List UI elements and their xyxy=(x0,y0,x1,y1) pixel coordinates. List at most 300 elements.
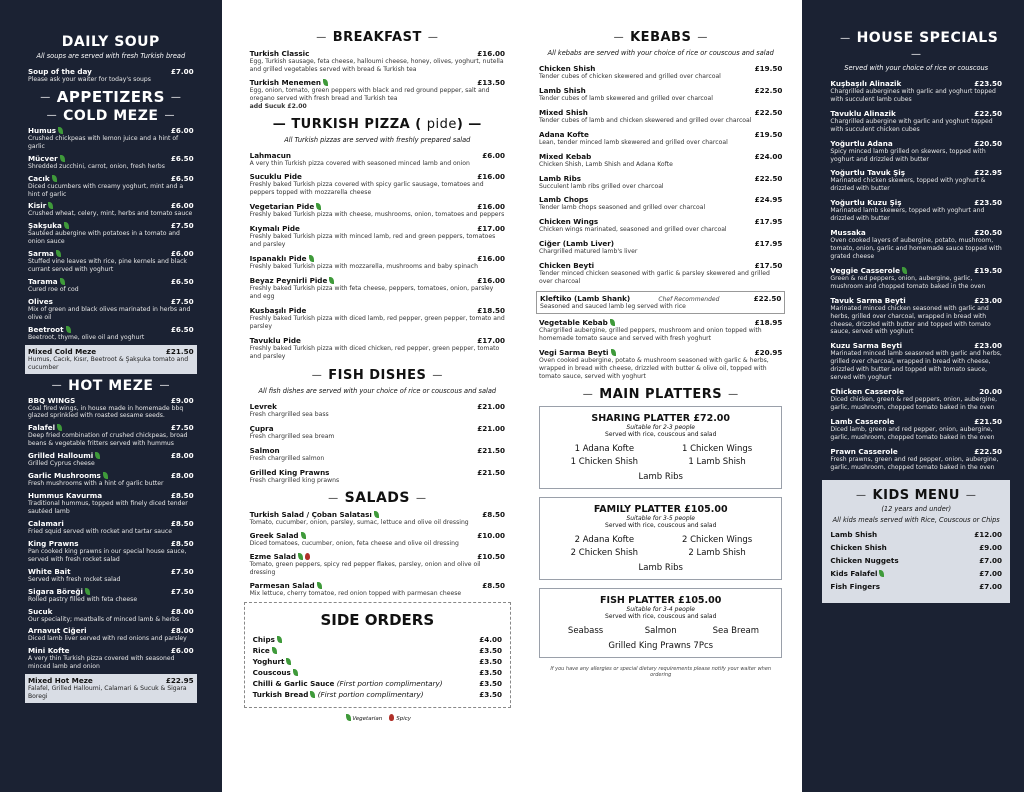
menu-item-price: £3.50 xyxy=(479,678,502,688)
menu-item-name: Turkish Menemen xyxy=(250,78,328,87)
menu-item-price: £6.00 xyxy=(170,249,194,259)
menu-item-row xyxy=(830,109,1002,118)
menu-item-row xyxy=(539,108,782,117)
menu-item-row xyxy=(28,607,194,616)
vegetarian-leaf-icon xyxy=(58,127,63,134)
menu-item-name: Parmesan Salad xyxy=(250,581,322,590)
platter-item: 2 Chicken Shish xyxy=(570,547,639,558)
menu-item-name: Tavuk Sarma Beyti xyxy=(830,295,906,305)
menu-item-desc: Freshly baked Turkish pizza covered with spicy garlic sausage, tomatoes and peppers topped with mozzarella cheese xyxy=(249,181,484,197)
kids-title: — KIDS MENU — xyxy=(830,488,1002,503)
menu-item-name: Yoğurtlu Kuzu Şiş xyxy=(830,198,902,208)
menu-item-desc: Tomato, cucumber, onion, parsley, sumac, lettuce and olive oil dressing xyxy=(249,519,469,527)
menu-item xyxy=(250,276,505,301)
menu-item-row xyxy=(539,64,782,73)
menu-item-desc: Chargrilled aubergines with garlic and yoghurt topped with succulent lamb cubes xyxy=(830,87,996,103)
menu-item-price: £22.95 xyxy=(974,168,1002,178)
menu-item-price: £3.50 xyxy=(479,645,502,655)
menu-item-desc: Mix lettuce, cherry tomatoe, red onion topped with parmesan cheese xyxy=(249,589,462,597)
menu-item xyxy=(28,201,194,218)
pizza-title: — TURKISH PIZZA ( pide) — xyxy=(272,116,482,132)
menu-item-row xyxy=(250,224,505,233)
menu-item xyxy=(539,239,782,256)
vegetarian-leaf-icon xyxy=(317,582,322,589)
menu-item-desc: Freshly baked Turkish pizza with diced chicken, red pepper, green pepper, tomato and parsley xyxy=(249,344,500,360)
menu-item-name: Veggie Casserole xyxy=(830,266,907,275)
kebabs-note: All kebabs are served with your choice of rice or couscous and salad xyxy=(547,49,774,57)
menu-item-price: £21.50 xyxy=(477,468,505,478)
menu-item-name: Kisir xyxy=(28,201,53,210)
menu-item-row xyxy=(28,249,194,258)
vegetarian-leaf-icon xyxy=(95,452,100,459)
platters-title: — MAIN PLATTERS — xyxy=(539,387,782,402)
menu-item-name: Sucuklu Pide xyxy=(249,172,302,182)
menu-item-desc: Grilled Cyprus cheese xyxy=(28,460,95,468)
menu-item-row xyxy=(830,387,1002,396)
menu-item-row xyxy=(539,318,782,327)
menu-item-name: Grilled King Prawns xyxy=(249,468,330,478)
menu-item-row xyxy=(28,277,194,286)
salads-list xyxy=(250,510,505,598)
menu-item-price: £8.50 xyxy=(170,538,194,548)
column-breakfast-pizza xyxy=(222,0,517,792)
platter-suitable: Suitable for 3-4 people xyxy=(626,605,695,613)
menu-item xyxy=(830,543,1002,552)
menu-item-row xyxy=(830,139,1002,148)
vegetarian-leaf-icon xyxy=(85,588,90,595)
menu-item xyxy=(28,451,194,468)
menu-item-desc: Marinated minced lamb seasoned with garlic and herbs, grilled over charcoal, wrapped in bread with cheese, drizzled with butter and topped with tomato sauce, served with yoghurt xyxy=(830,350,1002,382)
menu-item-price: £8.50 xyxy=(482,580,505,590)
menu-item xyxy=(830,556,1002,565)
mixed-cold-meze-name: Mixed Cold Meze xyxy=(28,346,97,356)
menu-item xyxy=(28,646,194,671)
menu-item-price: £18.95 xyxy=(754,317,783,327)
menu-item-desc: Freshly baked Turkish pizza with minced lamb, red and green peppers, tomatoes and parsley xyxy=(249,233,496,249)
menu-item xyxy=(830,228,1002,261)
vegetarian-leaf-icon xyxy=(323,79,328,86)
vegetarian-leaf-icon xyxy=(293,669,298,676)
menu-item xyxy=(28,325,194,342)
menu-item-name: Vegetable Kebab xyxy=(539,318,615,327)
menu-item-desc: Traditional hummus, topped with finely diced tender sautéed lamb xyxy=(28,500,188,516)
platter-item: 2 Adana Kofte xyxy=(574,534,635,545)
menu-item xyxy=(250,151,505,168)
menu-item xyxy=(250,531,505,548)
platter-item: Seabass xyxy=(567,625,604,636)
menu-item-price: £19.50 xyxy=(754,129,783,139)
menu-item-desc: Tender cubes of lamb and chicken skewered and grilled over charcoal xyxy=(539,116,752,124)
platter-item: 1 Chicken Shish xyxy=(570,456,639,467)
menu-item-name: Rice xyxy=(253,646,277,655)
menu-item-desc: Freshly baked Turkish pizza with feta cheese, peppers, tomatoes, onion, parsley and egg xyxy=(249,284,494,300)
menu-item-desc: Green & red peppers, onion, aubergine, garlic, mushroom and chopped tomato baked in the oven xyxy=(830,274,986,290)
menu-item-name: Turkish Salad / Çoban Salatası xyxy=(250,510,379,519)
menu-item-row xyxy=(250,402,505,411)
platter-card xyxy=(539,588,782,658)
menu-item-name: Lamb Shish xyxy=(830,530,878,540)
menu-item xyxy=(250,336,505,361)
menu-item xyxy=(28,423,194,448)
menu-item-name: Chicken Nuggets xyxy=(830,556,899,566)
menu-item-name: Kuzu Sarma Beyti xyxy=(830,341,903,351)
menu-item-extra: add Sucuk £2.00 xyxy=(249,102,307,110)
menu-item-row xyxy=(28,519,194,528)
menu-item xyxy=(253,646,502,655)
menu-item-row xyxy=(28,626,194,635)
menu-item-price: £16.00 xyxy=(477,172,505,182)
menu-item-name: Salmon xyxy=(249,446,280,456)
vegetarian-leaf-icon xyxy=(56,250,61,257)
menu-item-name: Kids Falafel xyxy=(830,569,884,578)
menu-item-desc: Deep fried combination of crushed chickpeas, broad beans & vegetable fritters served with hummus xyxy=(28,432,188,448)
menu-item-name: Yoğurtlu Tavuk Şiş xyxy=(830,168,906,178)
menu-item-price: £6.00 xyxy=(170,646,194,656)
menu-item-name: Beyaz Peynirli Pide xyxy=(250,276,335,285)
menu-item-name: Humus xyxy=(28,126,63,135)
menu-item-price: £8.00 xyxy=(170,471,194,481)
menu-item-row xyxy=(539,217,782,226)
hot-meze-list xyxy=(28,396,194,672)
menu-item xyxy=(253,679,502,688)
menu-item-price: £9.00 xyxy=(979,543,1002,553)
menu-item-row xyxy=(539,195,782,204)
menu-item xyxy=(28,567,194,584)
menu-item xyxy=(28,67,194,84)
menu-item-name: Şakşuka xyxy=(28,221,69,230)
menu-item xyxy=(539,318,782,343)
menu-item-row xyxy=(253,690,502,699)
house-title: — HOUSE SPECIALS — xyxy=(830,30,1002,62)
kids-note: All kids meals served with Rice, Couscous or Chips xyxy=(832,515,1000,524)
menu-item-row xyxy=(250,172,505,181)
platter-items xyxy=(548,626,773,636)
mixed-hot-meze-price: £22.95 xyxy=(165,676,194,686)
pizza-title-text: TURKISH PIZZA xyxy=(291,116,411,132)
menu-item xyxy=(28,277,194,294)
menu-item-desc: Marinated lamb skewers, topped with yoghurt and drizzled with butter xyxy=(830,207,985,223)
menu-item xyxy=(830,79,1002,104)
menu-item-row xyxy=(540,294,781,303)
appetizers-title: — APPETIZERS — xyxy=(28,88,194,106)
menu-item-row xyxy=(28,67,194,76)
kids-age: (12 years and under) xyxy=(881,504,952,513)
menu-item-price: £7.50 xyxy=(170,221,194,231)
menu-item-row xyxy=(250,468,505,477)
menu-item-price: £6.00 xyxy=(170,125,194,135)
menu-item-row xyxy=(253,679,502,688)
menu-item-name: Beetroot xyxy=(28,325,71,334)
menu-item-name: Cacık xyxy=(28,174,57,183)
menu-item-price: £12.00 xyxy=(974,530,1002,540)
spicy-chili-icon xyxy=(389,714,394,721)
mixed-cold-meze-desc: Humus, Cacık, Kısır, Beetroot & Şakşuka tomato and cucumber xyxy=(28,355,189,371)
menu-item-row xyxy=(830,79,1002,88)
menu-item-desc: Tender cubes of lamb skewered and grilled over charcoal xyxy=(539,94,713,102)
vegetarian-leaf-icon xyxy=(272,647,277,654)
menu-item xyxy=(250,306,505,331)
menu-item-row xyxy=(28,201,194,210)
menu-item-desc: Shredded zucchini, carrot, onion, fresh herbs xyxy=(28,162,165,170)
legend-spicy: Spicy xyxy=(396,715,412,722)
menu-item-name: Grilled Halloumi xyxy=(28,451,100,460)
menu-item-desc: Fried squid served with rocket and tartar sauce xyxy=(28,527,172,535)
menu-item-price: £13.50 xyxy=(477,77,505,87)
vegetarian-leaf-icon xyxy=(346,714,351,721)
menu-item-price: £20.50 xyxy=(974,228,1002,238)
menu-item-name: Kuşbaşılı Alinazik xyxy=(830,78,902,88)
menu-item-desc: Beetroot, thyme, olive oil and yoghurt xyxy=(28,333,145,341)
menu-item-desc: Lean, tender minced lamb skewered and grilled over charcoal xyxy=(539,138,728,146)
menu-item-row xyxy=(830,556,1002,565)
cold-meze-list xyxy=(28,126,194,342)
vegetarian-leaf-icon xyxy=(879,570,884,577)
menu-item-price: £17.95 xyxy=(754,239,783,249)
menu-item-row xyxy=(28,539,194,548)
menu-item-row xyxy=(28,587,194,596)
menu-item xyxy=(28,539,194,564)
platter-title: SHARING PLATTER £72.00 xyxy=(591,412,731,424)
house-specials-list xyxy=(830,79,1002,472)
menu-item-desc: Cured roe of cod xyxy=(28,286,79,294)
menu-item-row xyxy=(830,266,1002,275)
menu-item xyxy=(830,139,1002,164)
menu-item-price: £16.00 xyxy=(477,49,505,58)
menu-item xyxy=(539,348,782,381)
menu-item-desc: Fresh chargrilled sea bream xyxy=(249,433,335,441)
platter-desc: Served with rice, couscous and salad xyxy=(605,612,717,620)
vegetarian-leaf-icon xyxy=(309,255,314,262)
menu-item xyxy=(539,152,782,169)
menu-item-row xyxy=(28,451,194,460)
menu-item-price: £7.00 xyxy=(979,569,1002,579)
menu-item-desc: Freshly baked Turkish pizza with mozzarella, mushrooms and baby spinach xyxy=(249,263,478,271)
menu-item xyxy=(830,569,1002,578)
menu-item-desc: Coal fired wings, in house made in homemade bbq glazed sprinkled with roasted sesame seeds. xyxy=(28,404,184,420)
menu-item-name: Olives xyxy=(28,296,53,306)
menu-item xyxy=(250,78,505,111)
menu-item-price: £6.50 xyxy=(170,173,194,183)
kids-menu-box xyxy=(822,480,1010,604)
menu-item-price: £8.00 xyxy=(170,626,194,636)
menu-item-price: £23.00 xyxy=(974,341,1002,351)
menu-item-row xyxy=(28,646,194,655)
menu-item-name: Yoğurtlu Adana xyxy=(830,138,893,148)
menu-item-name: Vegetarian Pide xyxy=(250,202,322,211)
menu-item-row xyxy=(28,396,194,405)
menu-item-desc: Stuffed vine leaves with rice, pine kernels and black currant served with yoghurt xyxy=(28,258,187,274)
menu-item xyxy=(28,491,194,516)
kids-list xyxy=(830,530,1002,591)
side-orders-title: SIDE ORDERS xyxy=(320,610,435,629)
column-appetizers xyxy=(0,0,222,792)
menu-item-desc: Pan cooked king prawns in our special house sauce, served with fresh rocket salad xyxy=(28,547,187,563)
menu-item xyxy=(539,217,782,234)
spicy-chili-icon xyxy=(305,553,310,560)
menu-item-price: £20.95 xyxy=(754,347,783,357)
menu-item-row xyxy=(28,126,194,135)
menu-item-row xyxy=(250,49,505,58)
menu-item-price: £21.50 xyxy=(477,446,505,456)
menu-item-desc: Rolled pastry filled with feta cheese xyxy=(28,595,138,603)
menu-item-row xyxy=(28,154,194,163)
menu-item xyxy=(536,291,785,314)
menu-item-desc: Chargrilled aubergine, grilled peppers, mushroom and onion topped with homemade tomato sauce and served with fresh yoghurt xyxy=(539,326,762,342)
menu-item-name: Ciğer (Lamb Liver) xyxy=(539,239,615,249)
vegetarian-leaf-icon xyxy=(66,326,71,333)
menu-item-desc: Chargrilled aubergine with garlic and yoghurt topped with succulent chicken cubes xyxy=(830,117,993,133)
menu-item-desc: Seasoned and sauced lamb leg served with rice xyxy=(540,303,686,311)
menu-item-name: Arnavut Ciğeri xyxy=(28,626,87,636)
menu-item-name: Calamari xyxy=(28,518,64,528)
menu-item-name: Adana Kofte xyxy=(539,129,589,139)
menu-item-row xyxy=(250,552,505,561)
menu-item-row xyxy=(539,348,782,357)
menu-item-desc: Crushed wheat, celery, mint, herbs and tomato sauce xyxy=(28,210,193,218)
menu-item-desc: Marinated minced chicken seasoned with garlic and herbs, grilled over charcoal, wrapped in bread with cheese, drizzled with butter and topped with tomato sauce, served with yoghurt xyxy=(830,304,991,336)
menu-item-price: £17.00 xyxy=(477,224,505,234)
menu-item-price: £21.00 xyxy=(477,424,505,434)
menu-item-price: £8.50 xyxy=(170,518,194,528)
menu-item-desc: Marinated chicken skewers, topped with yoghurt & drizzled with butter xyxy=(830,177,986,193)
side-orders-box xyxy=(244,602,511,708)
mixed-hot-meze-name: Mixed Hot Meze xyxy=(28,676,93,686)
menu-item xyxy=(28,626,194,643)
menu-item-price: £6.50 xyxy=(170,153,194,163)
menu-item-price: £21.50 xyxy=(974,416,1002,426)
chef-tag: Chef Recommended xyxy=(658,296,720,304)
menu-item xyxy=(539,261,782,286)
menu-item-row xyxy=(830,447,1002,456)
menu-item-price: £24.95 xyxy=(754,195,783,205)
menu-item-price: £23.50 xyxy=(974,198,1002,208)
platter-last-item: Lamb Ribs xyxy=(638,562,683,573)
menu-item-row xyxy=(830,198,1002,207)
menu-item-row xyxy=(250,581,505,590)
vegetarian-leaf-icon xyxy=(60,278,65,285)
menu-item-desc: Fresh chargrilled king prawns xyxy=(249,477,340,485)
menu-item-price: £3.50 xyxy=(479,667,502,677)
menu-item-price: £21.00 xyxy=(477,402,505,412)
menu-item-row xyxy=(539,174,782,183)
menu-item-note: (First portion complimentary) xyxy=(315,689,424,699)
menu-item-name: Chicken Beyti xyxy=(539,261,595,271)
menu-item-name: Mixed Kebab xyxy=(539,151,592,161)
menu-item-row xyxy=(539,130,782,139)
menu-item-name: Chicken Wings xyxy=(539,217,599,227)
mixed-hot-meze xyxy=(25,674,197,703)
menu-item xyxy=(253,635,502,644)
menu-item-price: £24.00 xyxy=(754,151,783,161)
menu-item-name: Kleftiko (Lamb Shank) xyxy=(540,294,631,304)
vegetarian-leaf-icon xyxy=(57,424,62,431)
kebabs-list xyxy=(539,64,782,381)
menu-item-name: Lahmacun xyxy=(249,150,291,160)
menu-item-name: Prawn Casserole xyxy=(830,446,898,456)
menu-item-row xyxy=(830,417,1002,426)
menu-item-price: £7.50 xyxy=(170,586,194,596)
menu-item-price: £4.00 xyxy=(479,634,502,644)
menu-item-row xyxy=(539,152,782,161)
column-house-specials xyxy=(802,0,1024,792)
menu-item-price: £19.50 xyxy=(974,265,1002,275)
menu-item-name: Çupra xyxy=(249,424,274,434)
menu-item-price: £7.00 xyxy=(170,66,194,76)
menu-item-price: £7.00 xyxy=(979,582,1002,592)
menu-item-row xyxy=(28,325,194,334)
menu-item-name: Chips xyxy=(253,635,282,644)
menu-item xyxy=(830,530,1002,539)
menu-item-price: £7.50 xyxy=(170,423,194,433)
menu-item xyxy=(250,510,505,527)
menu-item xyxy=(539,195,782,212)
menu-item-name: Couscous xyxy=(253,668,298,677)
platter-card xyxy=(539,497,782,580)
menu-item xyxy=(253,668,502,677)
platter-desc: Served with rice, couscous and salad xyxy=(605,430,717,438)
menu-item-name: Sarma xyxy=(28,249,61,258)
platter-card xyxy=(539,406,782,489)
menu-item xyxy=(250,446,505,463)
menu-item-name: Hummus Kavurma xyxy=(28,491,103,501)
menu-item xyxy=(830,417,1002,442)
menu-item-name: Mini Kofte xyxy=(28,646,70,656)
menu-item xyxy=(28,607,194,624)
menu-item-desc: Succulent lamb ribs grilled over charcoal xyxy=(539,182,664,190)
menu-item-name: Ezme Salad xyxy=(250,552,310,561)
menu-item-price: £22.50 xyxy=(754,173,783,183)
platter-items xyxy=(548,444,773,467)
menu-item-row xyxy=(250,531,505,540)
menu-item xyxy=(250,172,505,197)
menu-item-desc: Fresh mushrooms with a hint of garlic butter xyxy=(28,480,164,488)
breakfast-list xyxy=(250,49,505,111)
menu-item-row xyxy=(250,276,505,285)
platter-item: 2 Chicken Wings xyxy=(681,534,753,545)
menu-item-note: (First portion complimentary) xyxy=(334,678,443,688)
vegetarian-leaf-icon xyxy=(316,203,321,210)
platter-title: FAMILY PLATTER £105.00 xyxy=(593,503,728,515)
menu-item-name: Kusbaşılı Pide xyxy=(249,305,307,315)
menu-item-desc: Egg, onion, tomato, green peppers with black and red ground pepper, salt and oregano served with fresh bread and Turkish tea xyxy=(249,86,490,102)
menu-item-row xyxy=(250,446,505,455)
menu-item xyxy=(250,402,505,419)
menu-item-row xyxy=(250,424,505,433)
menu-item xyxy=(830,109,1002,134)
menu-item-name: Lamb Shish xyxy=(539,85,586,95)
platter-title: FISH PLATTER £105.00 xyxy=(600,594,722,606)
menu-item-row xyxy=(830,582,1002,591)
menu-item-row xyxy=(830,543,1002,552)
menu-item-row xyxy=(830,228,1002,237)
vegetarian-leaf-icon xyxy=(52,175,57,182)
menu-item-name: Garlic Mushrooms xyxy=(28,471,108,480)
menu-item-name: Chilli & Garlic Sauce (First portion complimentary) xyxy=(252,678,443,688)
menu-item-desc: Oven cooked layers of aubergine, potato, mushroom, tomato, onion, garlic and homemade sauce topped with grated cheese xyxy=(830,237,1002,260)
platters-list xyxy=(539,406,782,658)
menu-item-name: Levrek xyxy=(249,402,277,412)
menu-item-price: £7.50 xyxy=(170,296,194,306)
menu-item-desc: Crushed chickpeas with lemon juice and a hint of garlic xyxy=(28,134,179,150)
menu-item-row xyxy=(28,567,194,576)
platter-items xyxy=(548,535,773,558)
vegetarian-leaf-icon xyxy=(610,319,615,326)
menu-item-price: £16.00 xyxy=(477,202,505,212)
menu-item-row xyxy=(253,635,502,644)
vegetarian-leaf-icon xyxy=(298,553,303,560)
menu-item-desc: Tender minced chicken seasoned with garlic & parsley skewered and grilled over charcoal xyxy=(539,270,770,286)
menu-item-price: £9.00 xyxy=(170,395,194,405)
